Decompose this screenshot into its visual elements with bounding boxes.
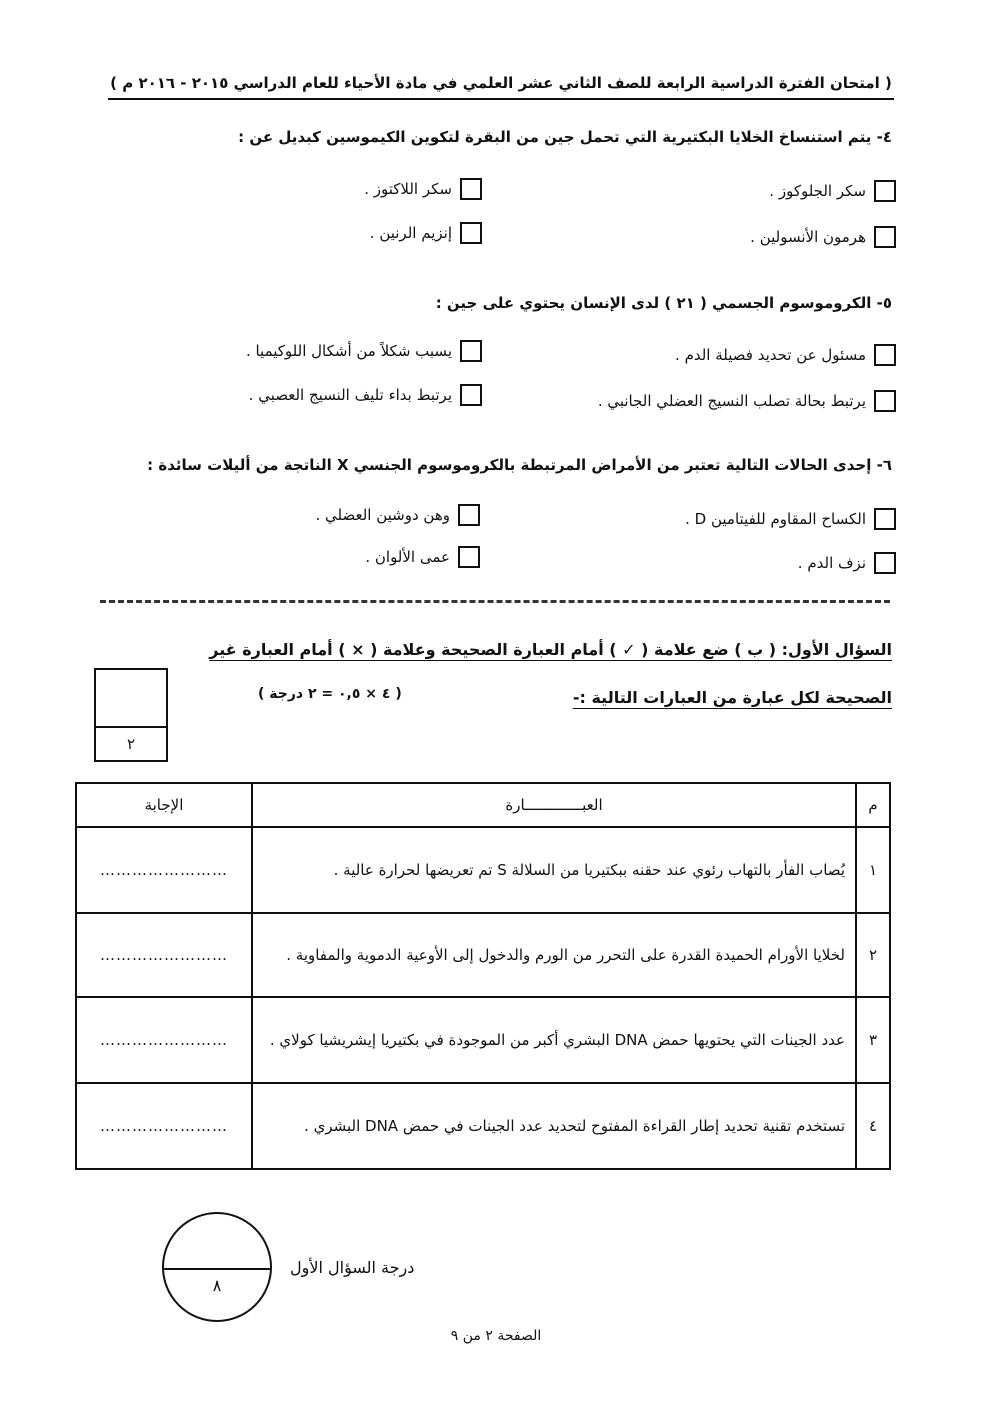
option-label: وهن دوشين العضلي .	[315, 506, 450, 524]
question-6: ٦- إحدى الحالات التالية تعتبر من الأمراض المرتبطة بالكروموسوم الجنسي X الناتجة من أليلات سائدة :	[147, 456, 892, 474]
checkbox[interactable]	[874, 344, 896, 366]
q6-option-a[interactable]	[685, 508, 896, 530]
answer-field[interactable]: ……………………	[76, 997, 252, 1083]
total-grade-circle	[162, 1212, 272, 1322]
exam-header: ( امتحان الفترة الدراسية الرابعة للصف الثاني عشر العلمي في مادة الأحياء للعام الدراسي ٢٠١٥ - ٢٠١٦ م )	[108, 70, 894, 100]
checkbox[interactable]	[458, 504, 480, 526]
row-statement: تستخدم تقنية تحديد إطار القراءة المفتوح لتحديد عدد الجينات في حمض DNA البشري .	[252, 1083, 856, 1169]
q4-option-d[interactable]	[370, 222, 482, 244]
option-label: يرتبط بداء تليف النسيج العصبي .	[248, 386, 452, 404]
circle-divider	[164, 1268, 270, 1270]
option-label: عمى الألوان .	[365, 548, 450, 566]
header-num: م	[856, 783, 890, 827]
q4-option-b[interactable]	[364, 178, 482, 200]
checkbox[interactable]	[460, 340, 482, 362]
row-statement: لخلايا الأورام الحميدة القدرة على التحرر من الورم والدخول إلى الأوعية الدموية والمفاوية .	[252, 913, 856, 997]
checkbox[interactable]	[874, 390, 896, 412]
question-4: ٤- يتم استنساخ الخلايا البكتيرية التي تحمل جين من البقرة لتكوين الكيموسين كبديل عن :	[238, 128, 892, 146]
q6-option-c[interactable]	[798, 552, 896, 574]
row-statement: يُصاب الفأر بالتهاب رئوي عند حقنه ببكتيريا من السلالة S تم تعريضها لحرارة عالية .	[252, 827, 856, 913]
checkbox[interactable]	[460, 178, 482, 200]
q4-option-a[interactable]	[769, 180, 896, 202]
statements-table	[75, 782, 891, 1170]
table-row	[76, 913, 890, 997]
checkbox[interactable]	[458, 546, 480, 568]
score-box	[94, 668, 168, 762]
header-answer: الإجابة	[76, 783, 252, 827]
score-entry-cell[interactable]	[96, 670, 166, 728]
grade-note: ( ٤ × ٠,٥ = ٢ درجة )	[258, 686, 402, 702]
q5-option-c[interactable]	[598, 390, 896, 412]
total-grade-value: ٨	[212, 1276, 222, 1295]
option-label: إنزيم الرنين .	[369, 224, 452, 242]
section-b-title-line1: السؤال الأول: ( ب ) ضع علامة ( ✓ ) أمام العبارة الصحيحة وعلامة ( × ) أمام العبارة غير	[209, 640, 892, 659]
checkbox[interactable]	[460, 222, 482, 244]
q5-option-b[interactable]	[246, 340, 482, 362]
q6-option-b[interactable]	[315, 504, 480, 526]
row-num: ١	[856, 827, 890, 913]
row-statement: عدد الجينات التي يحتويها حمض DNA البشري أكبر من الموجودة في بكتيريا إيشريشيا كولاي .	[252, 997, 856, 1083]
checkbox[interactable]	[874, 226, 896, 248]
option-label: سكر الجلوكوز .	[769, 182, 866, 200]
answer-field[interactable]: ……………………	[76, 1083, 252, 1169]
total-grade-label: درجة السؤال الأول	[290, 1258, 415, 1277]
option-label: سكر اللاكتوز .	[364, 180, 452, 198]
answer-field[interactable]: ……………………	[76, 913, 252, 997]
checkbox[interactable]	[460, 384, 482, 406]
q5-option-d[interactable]	[249, 384, 482, 406]
section-b-title-line2: الصحيحة لكل عبارة من العبارات التالية :-	[572, 688, 892, 707]
checkbox[interactable]	[874, 180, 896, 202]
table-row	[76, 997, 890, 1083]
checkbox[interactable]	[874, 552, 896, 574]
table-row	[76, 827, 890, 913]
row-num: ٤	[856, 1083, 890, 1169]
option-label: نزف الدم .	[797, 554, 866, 572]
q4-option-c[interactable]	[750, 226, 896, 248]
option-label: يسبب شكلاً من أشكال اللوكيميا .	[245, 342, 452, 360]
checkbox[interactable]	[874, 508, 896, 530]
answer-field[interactable]: ……………………	[76, 827, 252, 913]
score-max: ٢	[126, 735, 136, 753]
table-header-row	[76, 783, 890, 827]
section-divider	[100, 600, 890, 603]
row-num: ٣	[856, 997, 890, 1083]
option-label: هرمون الأنسولين .	[750, 228, 866, 246]
option-label: يرتبط بحالة تصلب النسيج العضلي الجانبي .	[597, 392, 866, 410]
header-statement: العبـــــــــــــارة	[252, 783, 856, 827]
row-num: ٢	[856, 913, 890, 997]
q6-option-d[interactable]	[365, 546, 480, 568]
table-row	[76, 1083, 890, 1169]
page-number: الصفحة ٢ من ٩	[450, 1328, 542, 1344]
question-5: ٥- الكروموسوم الجسمي ( ٢١ ) لدى الإنسان يحتوي على جين :	[435, 294, 892, 312]
option-label: مسئول عن تحديد فصيلة الدم .	[675, 346, 866, 364]
q5-option-a[interactable]	[675, 344, 896, 366]
option-label: الكساح المقاوم للفيتامين D .	[685, 510, 866, 528]
